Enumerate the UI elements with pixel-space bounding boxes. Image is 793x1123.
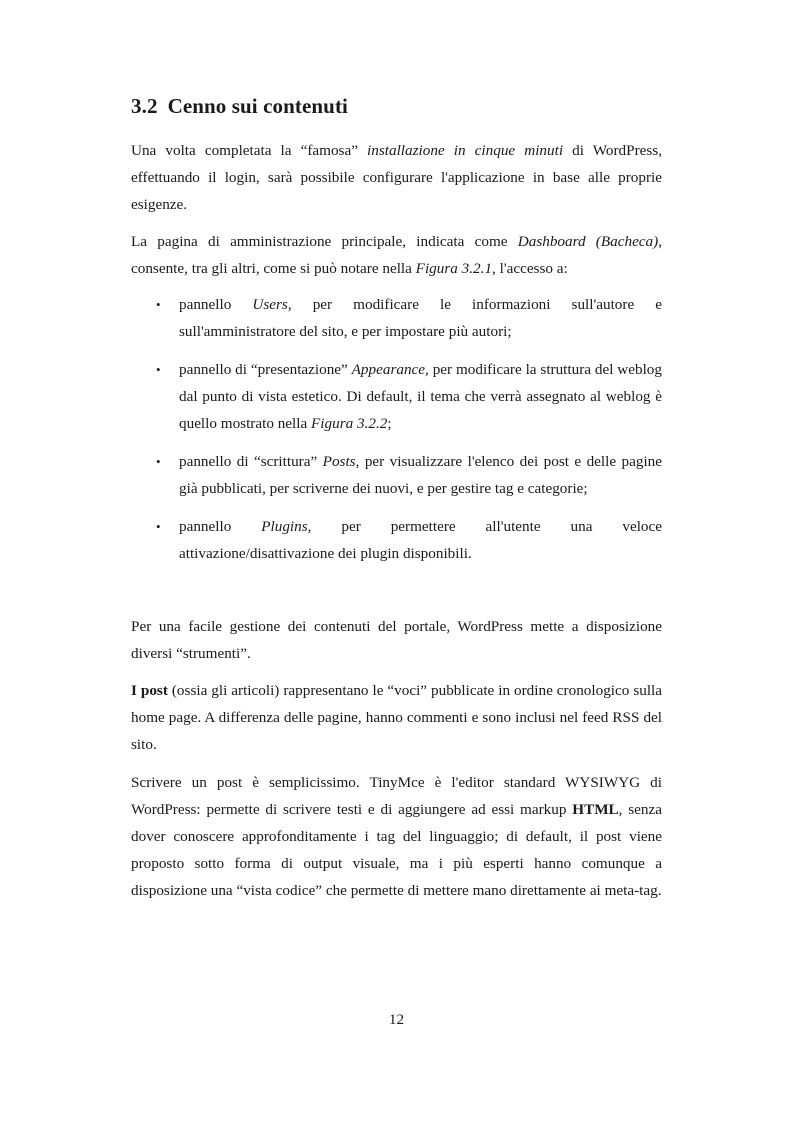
italic-run: Plugins	[261, 518, 308, 535]
text-run: La pagina di amministrazione principale, indicata come	[131, 233, 518, 250]
page-number: 12	[388, 1011, 405, 1028]
section-title: Cenno sui contenuti	[167, 94, 348, 118]
text-run: , consente, tra gli altri, come si può notare nella	[131, 233, 662, 277]
list-item-users	[179, 291, 662, 345]
bold-run: I post	[131, 682, 168, 699]
text-run: , per modificare la struttura del weblog dal punto di vista estetico. Di default, il tema che verrà assegnato al weblog è quello mostrato nella	[179, 361, 662, 432]
text-run: sull'amministratore del sito, e per impostare più autori;	[179, 323, 512, 340]
list-item-plugins	[179, 513, 662, 567]
italic-run: Posts	[322, 453, 356, 470]
list-item-appearance	[179, 356, 662, 437]
bullet-marker: •	[156, 297, 161, 312]
list-item-line	[179, 291, 662, 318]
italic-run: installazione in cinque minuti	[367, 142, 564, 159]
bullet-marker: •	[156, 519, 161, 534]
text-run: pannello di “scrittura”	[179, 453, 323, 470]
list-item-posts	[179, 448, 662, 502]
text-run: Una volta completata la “famosa”	[131, 142, 368, 159]
paragraph-dashboard	[131, 228, 662, 282]
bold-run: HTML	[572, 801, 619, 818]
italic-run: Appearance	[351, 361, 426, 378]
section-number: 3.2	[131, 94, 158, 118]
text-run: ;	[387, 415, 392, 432]
text-run: (ossia gli articoli) rappresentano le “voci” pubblicate in ordine cronologico sulla home page. A differenza delle pagine, hanno commenti e sono inclusi nel feed RSS del sito.	[131, 682, 663, 753]
figure-reference: Figura 3.2.2	[311, 415, 388, 432]
paragraph-tools: Per una facile gestione dei contenuti del portale, WordPress mette a disposizione diversi “strumenti”.	[131, 618, 662, 662]
text-run: Scrivere un post è semplicissimo. TinyMce è l'editor standard WYSIWYG di WordPress: permette di scrivere testi e di aggiungere ad essi markup	[131, 774, 662, 818]
bullet-marker: •	[156, 454, 161, 469]
text-run: , l'accesso a:	[492, 260, 568, 277]
text-run: pannello di “presentazione”	[179, 361, 352, 378]
text-run: , senza dover conoscere approfonditamente i tag del linguaggio; di default, il post viene proposto sotto forma di output visuale, ma i più esperti hanno comunque a disposizione una “vista codice” che permette di mettere mano direttamente ai meta-tag.	[131, 801, 662, 899]
italic-run: Dashboard (Bacheca)	[517, 233, 659, 250]
text-run: pannello	[179, 296, 253, 313]
text-run: , per visualizzare l'elenco dei post e delle pagine già pubblicati, per scriverne dei nuovi, e per gestire tag e categorie;	[179, 453, 662, 497]
paragraph-intro	[131, 137, 662, 218]
text-run: attivazione/disattivazione dei plugin disponibili.	[179, 545, 472, 562]
paragraph-posts	[131, 677, 662, 758]
paragraph-tinymce	[131, 769, 662, 904]
text-run: , per modificare le informazioni sull'autore e	[287, 296, 662, 313]
text-run: di WordPress, effettuando il login, sarà possibile configurare l'applicazione in base alle proprie esigenze.	[131, 142, 663, 213]
figure-reference: Figura 3.2.1	[415, 260, 493, 277]
italic-run: Users	[252, 296, 288, 313]
bullet-marker: •	[156, 362, 161, 377]
text-run: pannello	[179, 518, 262, 535]
text-run: , per permettere all'utente una veloce	[307, 518, 663, 535]
section-heading	[131, 94, 348, 119]
list-item-line	[179, 513, 662, 540]
